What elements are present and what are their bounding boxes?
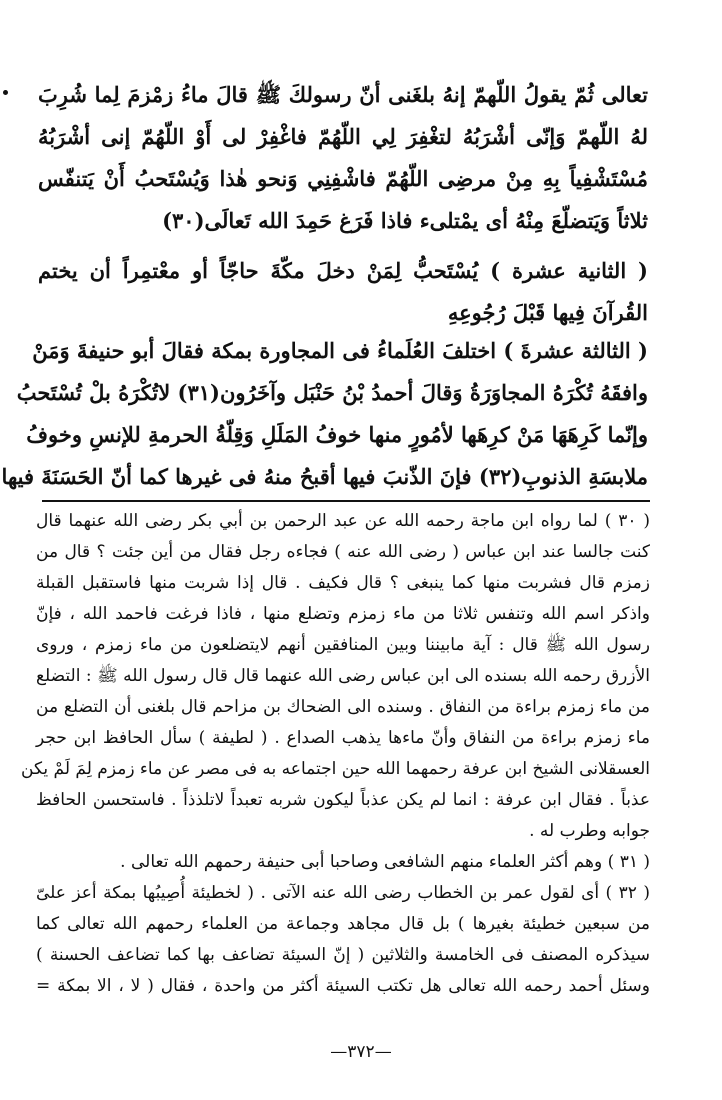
footnote-line: عذباً . فقال ابن عرفة : انما لم يكن عذباً ليكون شربه تعبداً لاتلذذاً . فاستحسن الحافظ (36, 790, 650, 810)
footnote-line: جوابه وطرب له . (529, 821, 650, 841)
footnote-line: ( ٣١ ) وهم أكثر العلماء منهم الشافعى وصاحبا أبى حنيفة رحمهم الله تعالى . (120, 852, 650, 872)
footnote-line: رسول الله ﷺ قال : آية مابيننا وبين المنافقين أنهم لايتضلعون من ماء زمزم ، وروى (36, 635, 650, 655)
footnote-line: ( ٣٠ ) لما رواه ابن ماجة رحمه الله عن عبد الرحمن بن أبي بكر رضى الله عنهما قال (36, 511, 650, 531)
main-line: تعالى ثُمّ يقولُ اللّهمّ إنهُ بلغَنى أنّ رسولكَ ﷺ قالَ ماءُ زمْزمَ لِما شُرِبَ (38, 82, 648, 107)
main-text (38, 74, 648, 242)
footnotes (21, 506, 650, 1002)
footnote-line: ماء زمزم براءة من النفاق وأنّ ماءها يذهب الصداع . ( لطيفة ) سأل الحافظ ابن حجر (36, 728, 650, 748)
main-line: وإنّما كَرِهَهَا مَنْ كرِهَها لأمُورٍ منها خوفُ المَلَلِ وَقِلّةُ الحرمةِ للإنسِ وخوفُ (26, 422, 648, 447)
main-line: ثلاثاً وَيَتضلّعَ مِنْهُ أى يمْتلىء فاذا فَرَغ حَمِدَ الله تَعالَى(٣٠) (162, 208, 648, 233)
main-line: ملابسَةِ الذنوبِ(٣٢) فإنَ الذّنبَ فيها أقبحُ منهُ فى غيرها كما أنّ الحَسَنَةَ فيها (1, 464, 648, 489)
footnote-line: العسقلانى الشيخ ابن عرفة رحمهما الله حين اجتماعه به فى مصر عن ماء زمزم لِمَ لَمْ يكن (21, 759, 650, 779)
footnote-line: سيذكره المصنف فى الخامسة والثلاثين ( إنّ السيئة تضاعف بها كما تضاعف الحسنة ) (36, 945, 650, 965)
paragraph-twelfth (38, 250, 648, 334)
footnote-line: زمزم قال فشربت منها كما ينبغى ؟ قال فكيف . قال إذا شربت منها فاستقبل القبلة (36, 573, 650, 593)
main-line: وافقَهُ تُكْرَهُ المجاوَرَةُ وَقالَ أحمدُ بْنُ حَنْبَل وآخَرُون(٣١) لاتُكْرَهُ بلْ تُسْتَحبُ (16, 380, 648, 405)
paragraph-thirteenth (1, 330, 648, 498)
footnote-divider (42, 500, 650, 502)
footnote-line: من سبعين خطيئة بغيرها ) بل قال مجاهد وجماعة من العلماء رحمهم الله تعالى كما (36, 914, 650, 934)
main-line: ( الثالثة عشرةَ ) اختلفَ العُلَماءُ فى المجاورة بمكة فقالَ أبو حنيفةَ وَمَنْ (32, 338, 648, 363)
main-line: القُرآنَ فِيها قَبْلَ رُجُوعِهِ (447, 300, 648, 325)
footnote-line: كنت جالسا عند ابن عباس ( رضى الله عنه ) فجاءه رجل فقال من أين جئت ؟ قال من (36, 542, 650, 562)
main-line: لهُ اللّهمّ وَإنّى أشْرَبُهُ لتغْفِرَ لِي اللّهُمّ فاغْفِرْ لى أَوْ اللّهُمّ إنى أشْرَبُهُ (38, 124, 648, 149)
page-number: —٣٧٢— (330, 1042, 392, 1062)
main-line: مُسْتَشْفِياً بِهِ مِنْ مرضِى اللّهُمّ فاشْفِنِي وَنحو هٰذا وَيُسْتَحبُ أَنْ يَتنفّس (38, 166, 648, 191)
margin-dot (3, 90, 8, 95)
footnote-line: واذكر اسم الله وتنفس ثلاثا من ماء زمزم وتضلع منها ، فاذا فرغت فاحمد الله ، فإنّ (36, 604, 650, 624)
footnote-line: من ماء زمزم براءة من النفاق . وسنده الى الضحاك بن مزاحم قال بلغنى أن التضلع من (36, 697, 650, 717)
footnote-line: ( ٣٢ ) أى لقول عمر بن الخطاب رضى الله عنه الآتى . ( لخطيئة أُصِيبُها بمكة أعز علىّ (36, 883, 650, 903)
footnote-line: الأزرق رحمه الله بسنده الى ابن عباس رضى الله عنهما قال قال رسول الله ﷺ : التضلع (36, 666, 650, 686)
footnote-line: وسئل أحمد رحمه الله تعالى هل تكتب السيئة أكثر من واحدة ، فقال ( لا ، الا بمكة = (36, 976, 650, 996)
main-line: ( الثانية عشرة ) يُسْتَحبُّ لِمَنْ دخلَ مكّةَ حاجّاً أو معْتمِراً أن يختم (38, 258, 648, 283)
